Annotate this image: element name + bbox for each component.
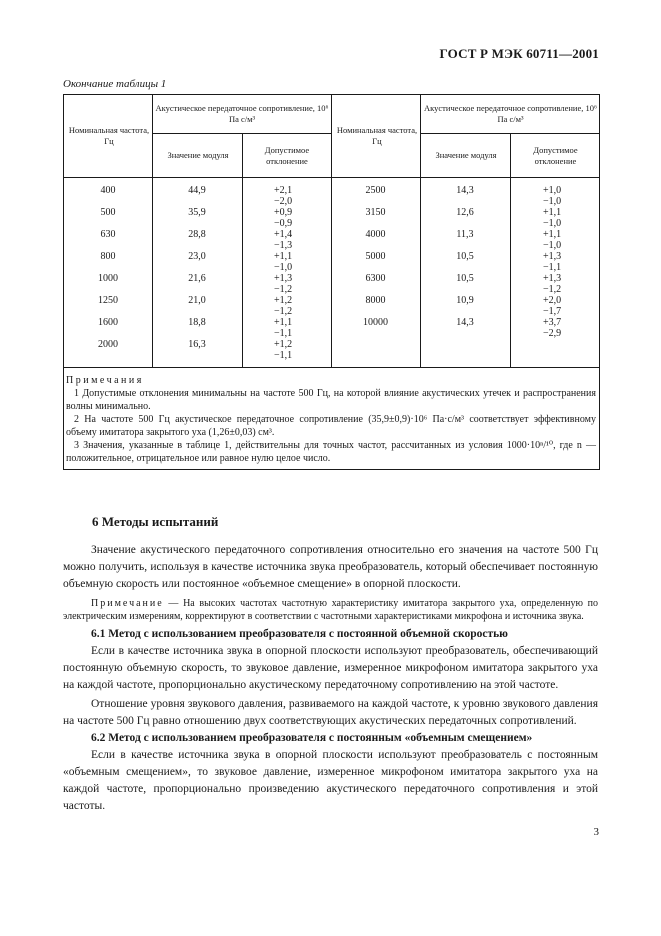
modulus-cell: 14,3	[456, 317, 474, 328]
note-label: Примечание	[91, 598, 164, 609]
deviation-minus: −1,0	[543, 240, 562, 251]
notes-title: Примечания	[66, 375, 144, 386]
document-header: ГОСТ Р МЭК 60711—2001	[439, 46, 599, 61]
subsection-title-6-1: 6.1 Метод с использованием преобразователя с постоянной объемной скоростью	[91, 628, 508, 640]
header-impedance-left: Акустическое передаточное сопротивление, 10⁶ Па с/м³	[155, 103, 329, 124]
modulus-cell: 10,5	[456, 273, 474, 284]
modulus-cell: 28,8	[188, 229, 206, 240]
deviation-plus: +0,9	[274, 207, 293, 218]
header-frequency-left: Номинальная частота, Гц	[68, 125, 150, 146]
modulus-cell: 14,3	[456, 185, 474, 196]
freq-cell: 1250	[98, 295, 118, 306]
deviation-plus: +1,1	[543, 229, 562, 240]
deviation-minus: −1,2	[274, 284, 293, 295]
deviation-plus: +1,1	[543, 207, 562, 218]
header-frequency-right: Номинальная частота, Гц	[336, 125, 418, 146]
freq-cell: 6300	[365, 273, 386, 284]
page-number: 3	[593, 826, 599, 838]
table-notes	[66, 374, 596, 465]
freq-cell: 500	[100, 207, 116, 218]
header-deviation-right: Допустимое отклонение	[533, 144, 578, 166]
paragraph: Значение акустического передаточного сопротивления относительно его значения на частоте 500 Гц можно получить, используя в качестве источника звука преобразователь, который обеспечивает постоянную объемную скорость или постоянное «объемное смещение» в опорной плоскости.	[63, 544, 598, 590]
freq-cell: 400	[100, 185, 116, 196]
modulus-cell: 18,8	[188, 317, 206, 328]
modulus-cell: 21,6	[188, 273, 206, 284]
header-modulus-left: Значение модуля	[167, 150, 229, 160]
deviation-plus: +2,0	[543, 295, 562, 306]
paragraph: Если в качестве источника звука в опорной плоскости используют преобразователь, обеспечивающий постоянную объемную скорость, то звуковое давление, измеренное микрофоном имитатора закрытого уха на каждой частоте, пропорционально акустическому передаточному сопротивлению на этой частоте.	[63, 645, 598, 691]
modulus-cell: 16,3	[188, 339, 206, 350]
deviation-plus: +3,7	[543, 317, 562, 328]
deviation-minus: −1,0	[543, 196, 562, 207]
subsection-title-6-2: 6.2 Метод с использованием преобразователя с постоянным «объемным смещением»	[91, 732, 533, 744]
section-title: 6 Методы испытаний	[92, 514, 219, 529]
freq-cell: 10000	[363, 317, 388, 328]
header-impedance-right: Акустическое передаточное сопротивление, 10⁶ Па с/м³	[424, 103, 597, 124]
deviation-minus: −2,9	[543, 328, 562, 339]
note-3: 3 Значения, указанные в таблице 1, действительны для точных частот, рассчитанных из условия 1000·10ⁿ/¹⁰, где n — положительное, отрицательное или равное нулю целое число.	[66, 440, 596, 464]
paragraph: Отношение уровня звукового давления, развиваемого на каждой частоте, к уровню звукового давления на частоте 500 Гц равно отношению двух соответствующих акустических передаточных сопротивлений.	[63, 698, 598, 727]
deviation-plus: +2,1	[274, 185, 293, 196]
deviation-plus: +1,3	[543, 251, 562, 262]
freq-cell: 5000	[365, 251, 386, 262]
freq-cell: 2500	[365, 185, 386, 196]
deviation-minus: −2,0	[274, 196, 293, 207]
note-paragraph	[63, 597, 598, 623]
modulus-cell: 44,9	[188, 185, 206, 196]
deviation-plus: +1,1	[274, 317, 293, 328]
deviation-plus: +1,1	[274, 251, 293, 262]
deviation-minus: −1,1	[543, 262, 562, 273]
deviation-minus: −1,2	[274, 306, 293, 317]
freq-cell: 800	[100, 251, 116, 262]
note-text: — На высоких частотах частотную характеристику имитатора закрытого уха, определенную по электрическим измерениям, корректируют в соответствии с частотными характеристиками микрофона и источника звука.	[63, 598, 598, 622]
deviation-plus: +1,2	[274, 339, 293, 350]
modulus-cell: 12,6	[456, 207, 474, 218]
header-modulus-right: Значение модуля	[435, 150, 497, 160]
modulus-cell: 11,3	[456, 229, 474, 240]
freq-cell: 1600	[98, 317, 118, 328]
deviation-minus: −1,3	[274, 240, 293, 251]
deviation-minus: −1,1	[274, 350, 293, 361]
freq-cell: 8000	[365, 295, 386, 306]
modulus-cell: 23,0	[188, 251, 206, 262]
modulus-cell: 10,5	[456, 251, 474, 262]
paragraph: Если в качестве источника звука в опорной плоскости используют преобразователь с постоянным «объемным смещением», то звуковое давление, измеренное микрофоном имитатора закрытого уха на каждой частоте, пропорционально произведению акустического передаточного сопротивления и этой частоты.	[63, 749, 598, 812]
modulus-cell: 21,0	[188, 295, 206, 306]
note-2: 2 На частоте 500 Гц акустическое передаточное сопротивление (35,9±0,9)·10⁶ Па·с/м³ соответствует эффективному объему имитатора закрытого уха (1,26±0,03) см³.	[66, 414, 596, 438]
deviation-plus: +1,3	[274, 273, 293, 284]
freq-cell: 630	[100, 229, 116, 240]
deviation-plus: +1,4	[274, 229, 293, 240]
deviation-plus: +1,0	[543, 185, 562, 196]
deviation-minus: −1,0	[274, 262, 293, 273]
freq-cell: 1000	[98, 273, 118, 284]
deviation-minus: −0,9	[274, 218, 293, 229]
deviation-minus: −1,0	[543, 218, 562, 229]
section-body	[63, 542, 598, 815]
modulus-cell: 10,9	[456, 295, 474, 306]
table-caption: Окончание таблицы 1	[63, 78, 167, 90]
deviation-minus: −1,2	[543, 284, 562, 295]
note-1: 1 Допустимые отклонения минимальны на частоте 500 Гц, на которой влияние акустических утечек и распространения волны минимально.	[66, 388, 596, 412]
freq-cell: 4000	[365, 229, 386, 240]
deviation-minus: −1,1	[274, 328, 293, 339]
freq-cell: 3150	[365, 207, 386, 218]
deviation-minus: −1,7	[543, 306, 562, 317]
deviation-plus: +1,3	[543, 273, 562, 284]
modulus-cell: 35,9	[188, 207, 206, 218]
deviation-plus: +1,2	[274, 295, 293, 306]
header-deviation-left: Допустимое отклонение	[264, 144, 310, 166]
freq-cell: 2000	[98, 339, 118, 350]
